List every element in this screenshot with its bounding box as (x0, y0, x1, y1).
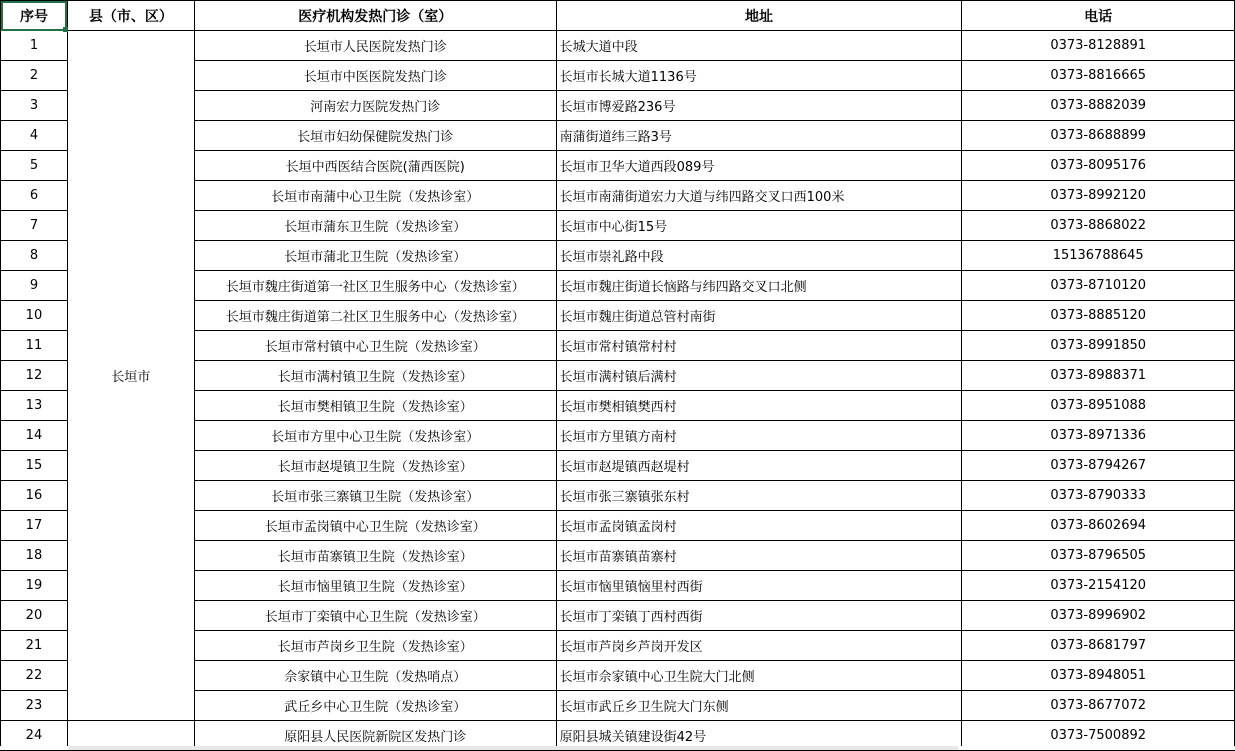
cell-clinic[interactable]: 武丘乡中心卫生院（发热诊室） (194, 691, 556, 721)
cell-seq[interactable]: 5 (1, 151, 68, 181)
scrollbar-track[interactable] (68, 746, 958, 750)
header-county[interactable]: 县（市、区） (67, 1, 194, 31)
cell-address[interactable]: 长垣市苗寨镇苗寨村 (556, 541, 962, 571)
cell-phone[interactable]: 0373-8794267 (962, 451, 1235, 481)
cell-address[interactable]: 长垣市方里镇方南村 (556, 421, 962, 451)
cell-address[interactable]: 长垣市武丘乡卫生院大门东侧 (556, 691, 962, 721)
cell-seq[interactable]: 18 (1, 541, 68, 571)
cell-address[interactable]: 长垣市孟岗镇孟岗村 (556, 511, 962, 541)
cell-phone[interactable]: 0373-8128891 (962, 31, 1235, 61)
cell-address[interactable]: 长垣市樊相镇樊西村 (556, 391, 962, 421)
cell-phone[interactable]: 0373-2154120 (962, 571, 1235, 601)
cell-phone[interactable]: 0373-8988371 (962, 361, 1235, 391)
cell-address[interactable]: 长垣市张三寨镇张东村 (556, 481, 962, 511)
cell-county[interactable]: 长垣市 (67, 31, 194, 721)
cell-seq[interactable]: 13 (1, 391, 68, 421)
cell-address[interactable]: 长垣市崇礼路中段 (556, 241, 962, 271)
cell-phone[interactable]: 0373-8996902 (962, 601, 1235, 631)
cell-phone[interactable]: 0373-8991850 (962, 331, 1235, 361)
cell-clinic[interactable]: 长垣市苗寨镇卫生院（发热诊室） (194, 541, 556, 571)
cell-phone[interactable]: 0373-8790333 (962, 481, 1235, 511)
cell-address[interactable]: 长垣市佘家镇中心卫生院大门北侧 (556, 661, 962, 691)
cell-clinic[interactable]: 河南宏力医院发热门诊 (194, 91, 556, 121)
cell-phone[interactable]: 0373-7500892 (962, 721, 1235, 751)
cell-seq[interactable]: 1 (1, 31, 68, 61)
cell-phone[interactable]: 0373-8816665 (962, 61, 1235, 91)
cell-phone[interactable]: 0373-8681797 (962, 631, 1235, 661)
cell-address[interactable]: 长垣市南蒲街道宏力大道与纬四路交叉口西100米 (556, 181, 962, 211)
cell-seq[interactable]: 6 (1, 181, 68, 211)
cell-phone[interactable]: 0373-8868022 (962, 211, 1235, 241)
cell-phone[interactable]: 0373-8095176 (962, 151, 1235, 181)
cell-clinic[interactable]: 佘家镇中心卫生院（发热哨点） (194, 661, 556, 691)
cell-clinic[interactable]: 长垣市孟岗镇中心卫生院（发热诊室） (194, 511, 556, 541)
cell-phone[interactable]: 0373-8882039 (962, 91, 1235, 121)
cell-clinic[interactable]: 长垣市魏庄街道第二社区卫生服务中心（发热诊室） (194, 301, 556, 331)
cell-seq[interactable]: 7 (1, 211, 68, 241)
cell-address[interactable]: 长垣市魏庄街道总管村南街 (556, 301, 962, 331)
cell-seq[interactable]: 15 (1, 451, 68, 481)
cell-address[interactable]: 长垣市满村镇后满村 (556, 361, 962, 391)
table-row (1, 31, 1235, 61)
cell-address[interactable]: 南蒲街道纬三路3号 (556, 121, 962, 151)
cell-phone[interactable]: 0373-8971336 (962, 421, 1235, 451)
cell-clinic[interactable]: 长垣市人民医院发热门诊 (194, 31, 556, 61)
cell-phone[interactable]: 0373-8992120 (962, 181, 1235, 211)
cell-clinic[interactable]: 长垣市樊相镇卫生院（发热诊室） (194, 391, 556, 421)
cell-seq[interactable]: 9 (1, 271, 68, 301)
cell-seq[interactable]: 4 (1, 121, 68, 151)
cell-clinic[interactable]: 长垣市赵堤镇卫生院（发热诊室） (194, 451, 556, 481)
cell-seq[interactable]: 12 (1, 361, 68, 391)
cell-address[interactable]: 原阳县城关镇建设街42号 (556, 721, 962, 751)
cell-clinic[interactable]: 长垣市蒲东卫生院（发热诊室） (194, 211, 556, 241)
cell-seq[interactable]: 19 (1, 571, 68, 601)
cell-seq[interactable]: 2 (1, 61, 68, 91)
cell-address[interactable]: 长垣市魏庄街道长恼路与纬四路交叉口北侧 (556, 271, 962, 301)
cell-seq[interactable]: 16 (1, 481, 68, 511)
cell-seq[interactable]: 14 (1, 421, 68, 451)
cell-address[interactable]: 长垣市芦岗乡芦岗开发区 (556, 631, 962, 661)
cell-clinic[interactable]: 长垣市丁栾镇中心卫生院（发热诊室） (194, 601, 556, 631)
cell-address[interactable]: 长垣市长城大道1136号 (556, 61, 962, 91)
cell-address[interactable]: 长垣市卫华大道西段089号 (556, 151, 962, 181)
header-clinic[interactable]: 医疗机构发热门诊（室） (194, 1, 556, 31)
header-phone[interactable]: 电话 (962, 1, 1235, 31)
cell-clinic[interactable]: 长垣市南蒲中心卫生院（发热诊室） (194, 181, 556, 211)
cell-clinic[interactable]: 长垣市妇幼保健院发热门诊 (194, 121, 556, 151)
cell-clinic[interactable]: 长垣市蒲北卫生院（发热诊室） (194, 241, 556, 271)
cell-seq[interactable]: 11 (1, 331, 68, 361)
cell-address[interactable]: 长垣市常村镇常村村 (556, 331, 962, 361)
cell-seq[interactable]: 10 (1, 301, 68, 331)
cell-clinic[interactable]: 长垣市芦岗乡卫生院（发热诊室） (194, 631, 556, 661)
cell-address[interactable]: 长垣市博爱路236号 (556, 91, 962, 121)
cell-clinic[interactable]: 长垣市魏庄街道第一社区卫生服务中心（发热诊室） (194, 271, 556, 301)
cell-seq[interactable]: 22 (1, 661, 68, 691)
cell-address[interactable]: 长城大道中段 (556, 31, 962, 61)
cell-seq[interactable]: 21 (1, 631, 68, 661)
cell-clinic[interactable]: 长垣中西医结合医院(蒲西医院) (194, 151, 556, 181)
cell-seq[interactable]: 23 (1, 691, 68, 721)
cell-clinic[interactable]: 长垣市满村镇卫生院（发热诊室） (194, 361, 556, 391)
cell-phone[interactable]: 0373-8710120 (962, 271, 1235, 301)
cell-phone[interactable]: 0373-8951088 (962, 391, 1235, 421)
cell-address[interactable]: 长垣市赵堤镇西赵堤村 (556, 451, 962, 481)
cell-clinic[interactable]: 长垣市中医医院发热门诊 (194, 61, 556, 91)
cell-clinic[interactable]: 长垣市常村镇中心卫生院（发热诊室） (194, 331, 556, 361)
cell-seq[interactable]: 3 (1, 91, 68, 121)
selection-fill-handle[interactable] (63, 27, 68, 32)
cell-address[interactable]: 长垣市恼里镇恼里村西街 (556, 571, 962, 601)
cell-phone[interactable]: 0373-8688899 (962, 121, 1235, 151)
cell-phone[interactable]: 0373-8602694 (962, 511, 1235, 541)
header-seq[interactable]: 序号 (1, 1, 68, 31)
cell-clinic[interactable]: 原阳县人民医院新院区发热门诊 (194, 721, 556, 751)
horizontal-scroll-area (0, 746, 1235, 750)
header-row (1, 1, 1235, 31)
cell-clinic[interactable]: 长垣市恼里镇卫生院（发热诊室） (194, 571, 556, 601)
cell-seq[interactable]: 8 (1, 241, 68, 271)
cell-seq[interactable]: 20 (1, 601, 68, 631)
header-address[interactable]: 地址 (556, 1, 962, 31)
cell-clinic[interactable]: 长垣市方里中心卫生院（发热诊室） (194, 421, 556, 451)
cell-seq[interactable]: 24 (1, 721, 68, 751)
cell-address[interactable]: 长垣市中心街15号 (556, 211, 962, 241)
cell-clinic[interactable]: 长垣市张三寨镇卫生院（发热诊室） (194, 481, 556, 511)
cell-phone[interactable]: 0373-8677072 (962, 691, 1235, 721)
cell-phone[interactable]: 15136788645 (962, 241, 1235, 271)
cell-seq[interactable]: 17 (1, 511, 68, 541)
cell-phone[interactable]: 0373-8948051 (962, 661, 1235, 691)
cell-address[interactable]: 长垣市丁栾镇丁西村西街 (556, 601, 962, 631)
cell-phone[interactable]: 0373-8885120 (962, 301, 1235, 331)
cell-phone[interactable]: 0373-8796505 (962, 541, 1235, 571)
